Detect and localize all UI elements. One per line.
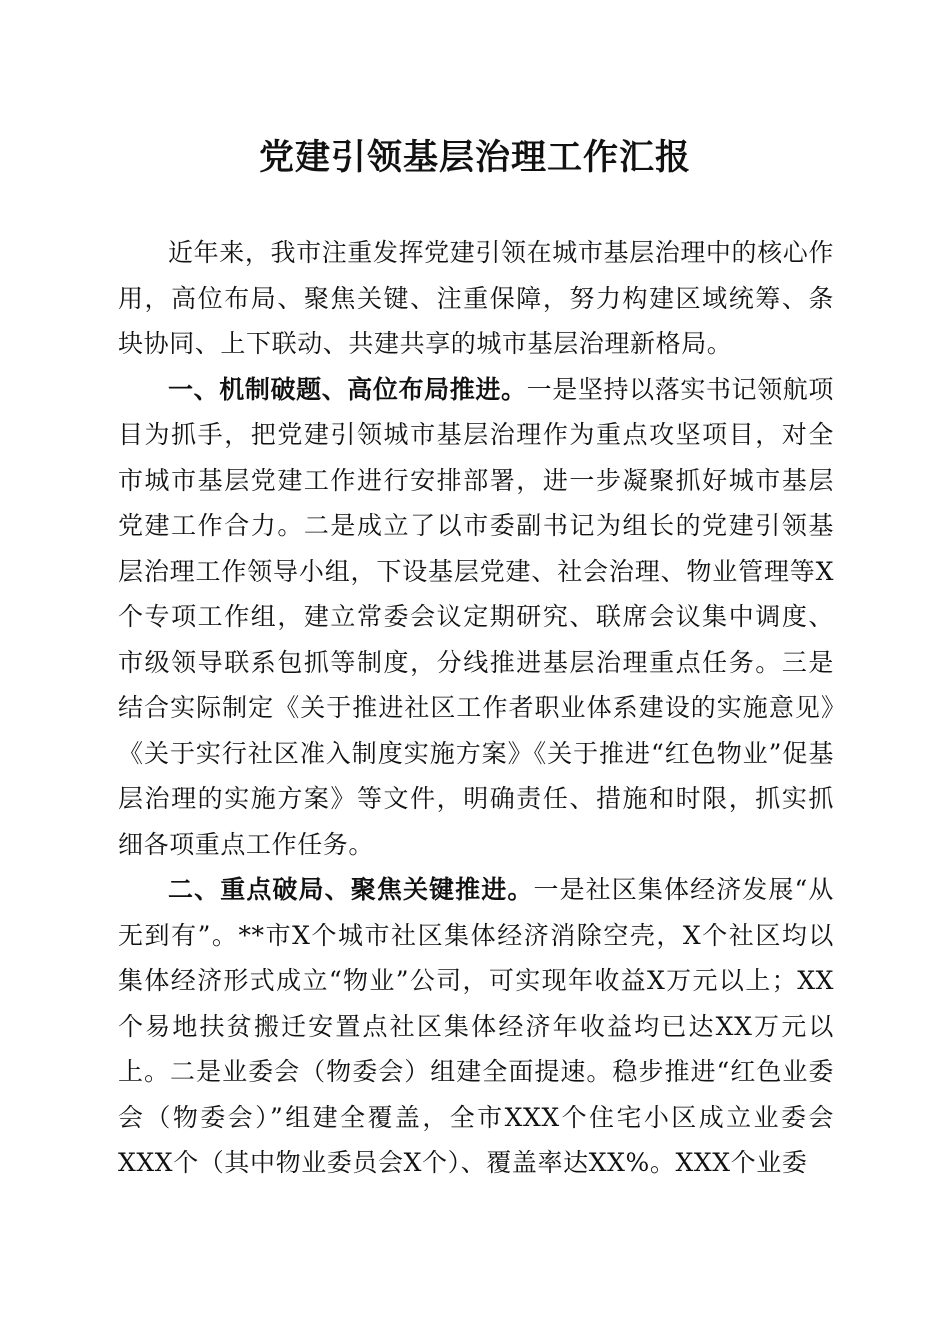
section-2-heading: 二、重点破局、聚焦关键推进。 (168, 875, 534, 904)
section-1-heading: 一、机制破题、高位布局推进。 (168, 374, 527, 404)
page-title: 党建引领基层治理工作汇报 (258, 137, 691, 178)
section-1-paragraph (118, 367, 834, 868)
section-1-body: 一是坚持以落实书记领航项目为抓手，把党建引领城市基层治理作为重点攻坚项目，对全市城市基层党建工作进行安排部署，进一步凝聚抓好城市基层党建工作合力。二是成立了以市委副书记为组长的党建引领基层治理工作领导小组，下设基层党建、社会治理、物业管理等X个专项工作组，建立常委会议定期研究、联席会议集中调度、市级领导联系包抓等制度，分线推进基层治理重点任务。三是结合实际制定《关于推进社区工作者职业体系建设的实施意见》《关于实行社区准入制度实施方案》《关于推进“红色物业”促基层治理的实施方案》等文件，明确责任、措施和时限，抓实抓细各项重点工作任务。 (118, 374, 834, 859)
document-body (118, 230, 834, 1186)
section-2-body: 一是社区集体经济发展“从无到有”。**市X个城市社区集体经济消除空壳，X个社区均以集体经济形式成立“物业”公司，可实现年收益X万元以上；XX个易地扶贫搬迁安置点社区集体经济年收益均已达XX万元以上。二是业委会（物委会）组建全面提速。稳步推进“红色业委会（物委会）”组建全覆盖，全市XXX个住宅小区成立业委会XXX个（其中物业委员会X个）、覆盖率达XX%。XXX个业委 (118, 875, 834, 1177)
intro-paragraph: 近年来，我市注重发挥党建引领在城市基层治理中的核心作用，高位布局、聚焦关键、注重保障，努力构建区域统筹、条块协同、上下联动、共建共享的城市基层治理新格局。 (118, 238, 834, 358)
section-2-paragraph (118, 867, 834, 1186)
